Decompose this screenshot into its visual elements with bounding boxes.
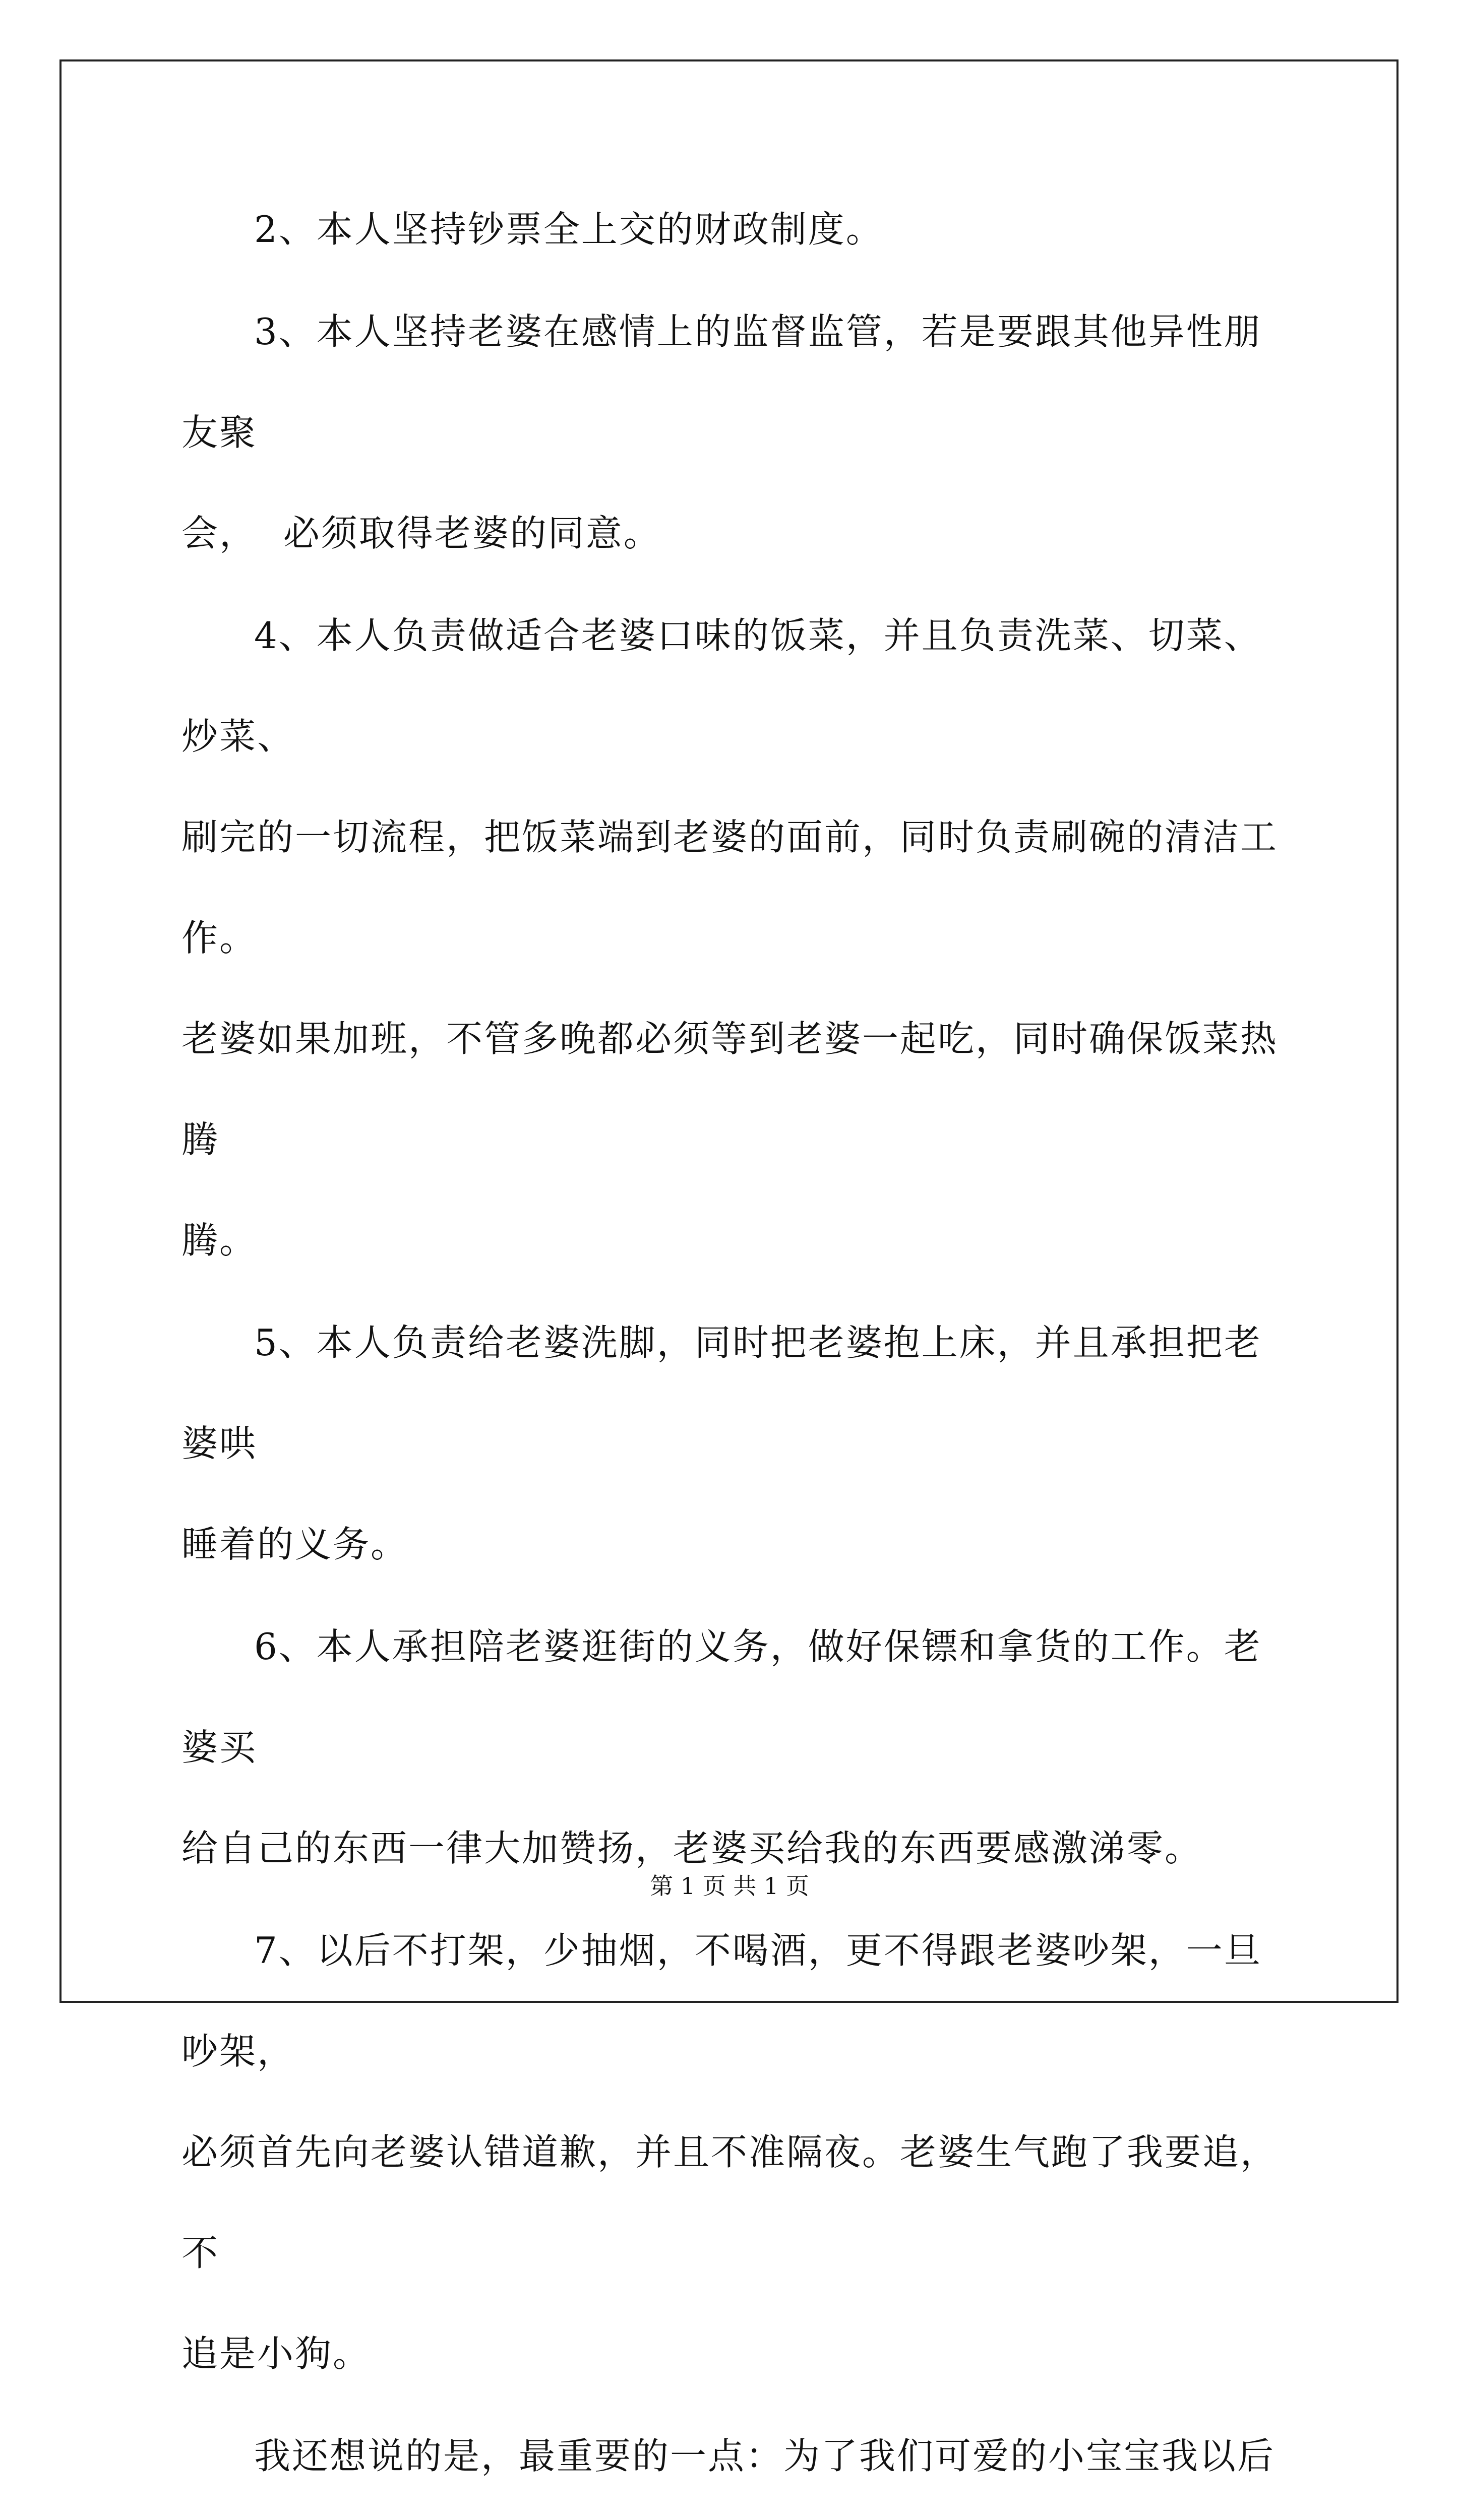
paragraph-item-4 (181, 585, 1291, 1291)
text-line: 5、本人负责给老婆洗脚，同时把老婆抱上床，并且承担把老婆哄 (181, 1321, 1262, 1465)
paragraph-item-5 (181, 1292, 1291, 1595)
page-footer (0, 1871, 1459, 1901)
paragraph-closing (181, 2406, 1291, 2520)
text-line: 我还想说的是，最重要的一点：为了我们可爱的小宝宝我以后 (254, 2435, 1275, 2477)
page-number: 第 1 页 共 1 页 (650, 1872, 809, 1900)
paragraph-item-3 (181, 281, 1291, 584)
text-line: 2、本人坚持钞票全上交的财政制度。 (254, 208, 884, 250)
text-line: 老婆如果加班，不管多晚都必须等到老婆一起吃，同时确保饭菜热腾 (181, 1018, 1279, 1161)
text-line: 腾。 (181, 1219, 258, 1262)
text-line: 给自己的东西一律大加赞扬，老婆买给我的东西要感激涕零。 (181, 1827, 1203, 1869)
text-line: 必须首先向老婆认错道歉，并且不准隔夜。老婆生气跑了我要追，不 (181, 2131, 1279, 2274)
text-line: 追是小狗。 (181, 2333, 371, 2375)
document-body (181, 179, 1291, 2520)
text-line: 3、本人坚持老婆在感情上的监督监管，若是要跟其他异性朋友聚 (181, 310, 1262, 454)
text-line: 睡着的义务。 (181, 1523, 409, 1565)
text-line: 7、以后不打架，少抽烟，不喝酒，更不得跟老婆吵架，一旦吵架， (181, 1929, 1262, 2072)
text-line: 6、本人承担陪老婆逛街的义务，做好保镖和拿货的工作。老婆买 (181, 1625, 1262, 1769)
paragraph-item-6 (181, 1596, 1291, 1899)
paragraph-item-7 (181, 1900, 1291, 2404)
text-line: 4、本人负责做适合老婆口味的饭菜，并且负责洗菜、切菜、炒菜、 (181, 614, 1262, 758)
paragraph-item-2 (181, 179, 1291, 280)
text-line: 刷完的一切流程，把饭菜端到老婆的面前，同时负责刷碗的清洁工作。 (181, 816, 1279, 959)
text-line: 会， 必须取得老婆的同意。 (181, 512, 661, 554)
